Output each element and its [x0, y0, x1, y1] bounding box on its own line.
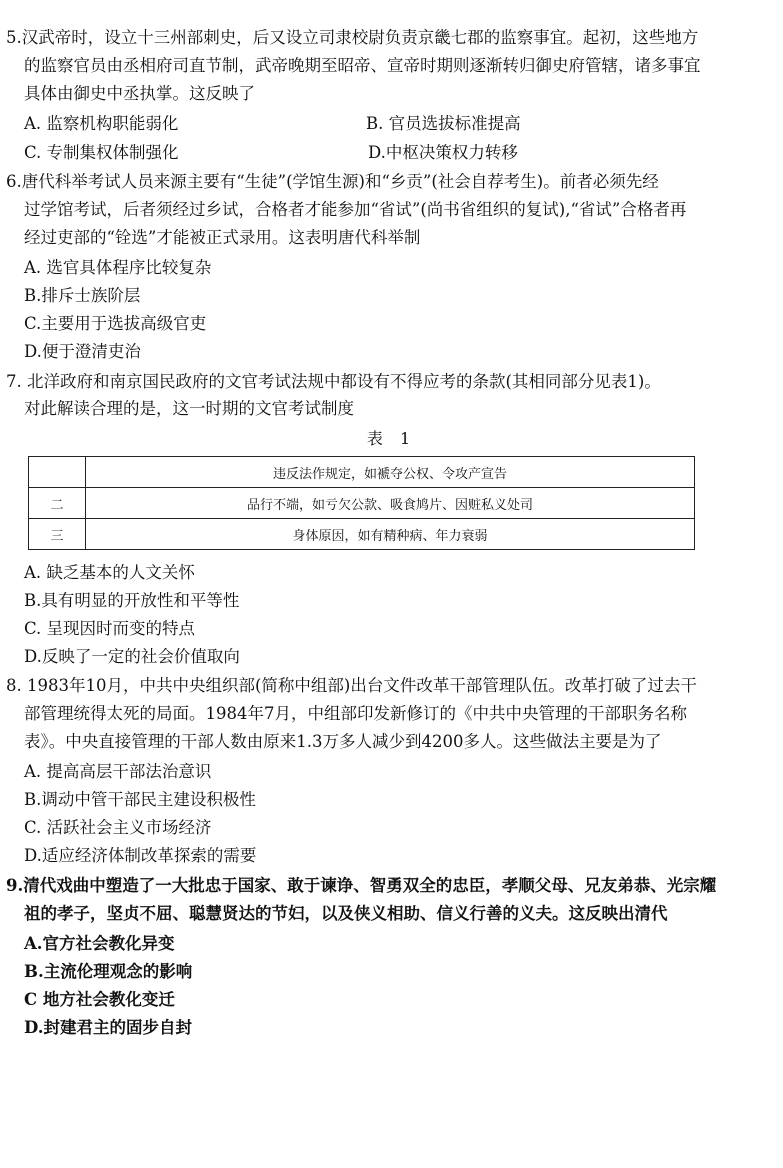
q8-option-a: A. 提高高层干部法治意识 — [24, 762, 212, 781]
table-caption: 表 1 — [366, 429, 417, 448]
q6-option-d: D.便于澄清吏治 — [24, 342, 141, 361]
q8-line-3: 表》。中央直接管理的干部人数由原来1.3万多人减少到4200多人。这些做法主要是为了 — [24, 732, 662, 751]
q9-option-c: C 地方社会教化变迁 — [24, 990, 175, 1009]
q5-option-b: B. 官员选拔标准提高 — [366, 114, 521, 133]
q9-option-a: A.官方社会教化异变 — [24, 934, 175, 953]
table-row — [29, 457, 695, 488]
q6-line-2: 过学馆考试，后者须经过乡试，合格者才能参加“省试”(尚书省组织的复试),“省试”合格者再 — [24, 200, 687, 219]
q5-line-1: 5.汉武帝时，设立十三州部刺史，后又设立司隶校尉负责京畿七郡的监察事宜。起初，这些地方 — [6, 28, 699, 47]
q7-line-2: 对此解读合理的是，这一时期的文官考试制度 — [24, 399, 354, 418]
q5-option-a: A. 监察机构职能弱化 — [24, 114, 179, 133]
table-cell-num: 二 — [29, 488, 86, 519]
exclusion-table — [28, 456, 695, 550]
q7-line-1: 7. 北洋政府和南京国民政府的文官考试法规中都设有不得应考的条款(其相同部分见表1)。 — [6, 372, 661, 391]
q6-option-c: C.主要用于选拔高级官吏 — [24, 314, 207, 333]
table-cell-num: 三 — [29, 519, 86, 550]
q5-line-3: 具体由御史中丞执掌。这反映了 — [24, 84, 255, 103]
q6-option-a: A. 选官具体程序比较复杂 — [24, 258, 212, 277]
q9-line-1: 9.清代戏曲中塑造了一大批忠于国家、敢于谏诤、智勇双全的忠臣，孝顺父母、兄友弟恭、光宗耀 — [6, 876, 717, 895]
q9-option-b: B.主流伦理观念的影响 — [24, 962, 193, 981]
q5-option-c: C. 专制集权体制强化 — [24, 143, 179, 162]
q8-line-2: 部管理统得太死的局面。1984年7月，中组部印发新修订的《中共中央管理的干部职务名称 — [24, 704, 687, 723]
q8-option-d: D.适应经济体制改革探索的需要 — [24, 846, 257, 865]
q7-option-b: B.具有明显的开放性和平等性 — [24, 591, 240, 610]
table-cell-text: 违反法作规定，如褫夺公权、令攻产宣告 — [86, 457, 695, 488]
q6-line-3: 经过吏部的“铨选”才能被正式录用。这表明唐代科举制 — [24, 228, 421, 247]
q8-option-c: C. 活跃社会主义市场经济 — [24, 818, 212, 837]
q5-option-d: D.中枢决策权力转移 — [368, 143, 518, 162]
q5-line-2: 的监察官员由丞相府司直节制，武帝晚期至昭帝、宣帝时期则逐渐转归御史府管辖，诸多事宜 — [24, 56, 701, 75]
table-row — [29, 488, 695, 519]
table-cell-text: 身体原因，如有精种病、年力衰弱 — [86, 519, 695, 550]
q6-option-b: B.排斥士族阶层 — [24, 286, 141, 305]
table-cell-text: 品行不端，如亏欠公款、吸食鸠片、因赃私义处司 — [86, 488, 695, 519]
q8-option-b: B.调动中管干部民主建设积极性 — [24, 790, 256, 809]
q7-option-a: A. 缺乏基本的人文关怀 — [24, 563, 195, 582]
q7-option-c: C. 呈现因时而变的特点 — [24, 619, 196, 638]
q8-line-1: 8. 1983年10月，中共中央组织部(简称中组部)出台文件改革干部管理队伍。改革打破了过去干 — [6, 676, 697, 695]
table-cell-num — [29, 457, 86, 488]
q7-option-d: D.反映了一定的社会价值取向 — [24, 647, 240, 666]
q9-line-2: 祖的孝子，坚贞不屈、聪慧贤达的节妇，以及侠义相助、信义行善的义夫。这反映出清代 — [24, 904, 668, 923]
table-row — [29, 519, 695, 550]
q9-option-d: D.封建君主的固步自封 — [24, 1018, 192, 1037]
q6-line-1: 6.唐代科举考试人员来源主要有“生徒”(学馆生源)和“乡贡”(社会自荐考生)。前者必须先经 — [6, 172, 659, 191]
